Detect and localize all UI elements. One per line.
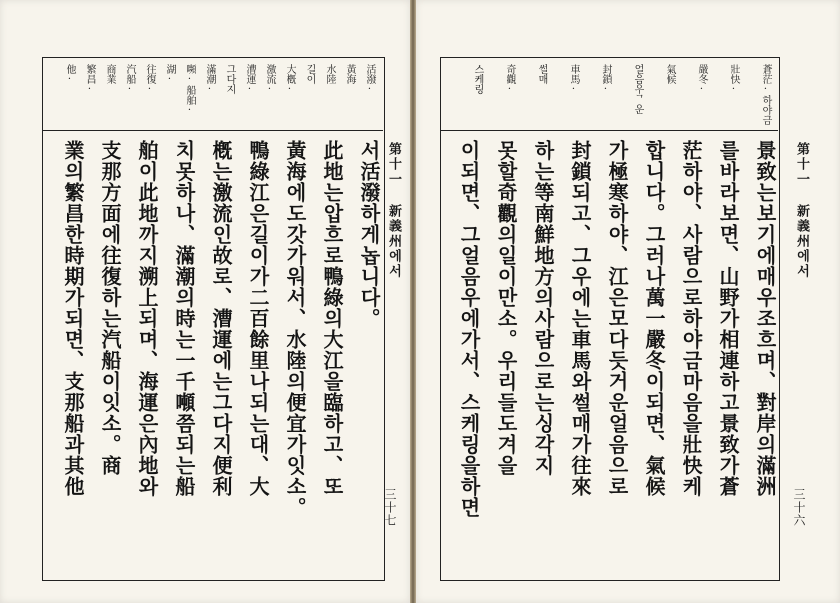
text-line: 槪는激流인故로、漕運에는그다지便利 [209, 140, 233, 497]
right-running-head: 第十一 新義州에서 [794, 142, 809, 279]
glossary-term: 氣候 [664, 64, 675, 84]
text-line: 합니다。그러나萬一嚴冬이되면、氣候 [642, 140, 666, 497]
text-line: 此地는압흐로鴨綠의大江을臨하고、또 [320, 140, 344, 497]
glossary-term: 汽船· [124, 64, 135, 95]
glossary-term: 激流· [264, 64, 275, 95]
glossary-term: 嚬·船舶· [184, 64, 195, 116]
left-running-head: 第十一 新義州에서 [386, 142, 401, 279]
glossary-term: 얼음우ᄀ운 [632, 64, 643, 114]
glossary-term: 繁昌· [84, 64, 95, 95]
text-line: 못할奇觀의일이만소。우리들도겨을 [494, 140, 518, 476]
text-line: 를바라보면、山野가相連하고景致가蒼 [716, 140, 740, 497]
glossary-term: 漕運· [244, 64, 255, 95]
glossary-term: 封鎖· [600, 64, 611, 95]
glossary-term: 大槪· [284, 64, 295, 95]
text-line: 서活潑하게놉니다。 [357, 140, 381, 329]
glossary-term: 湖· [164, 64, 175, 85]
text-line: 黃海에도갓가워서、水陸의便宜가잇소。 [283, 140, 307, 518]
glossary-term: 스케링 [472, 64, 483, 94]
text-line: 茫하야、사람으로하야금마음을壯快케 [679, 140, 703, 497]
glossary-term: 往復· [144, 64, 155, 95]
text-line: 業의繁昌한時期가되면、支那船과其他 [61, 140, 85, 497]
left-page-number: 三十七 [383, 488, 397, 527]
glossary-term: 그다지 [224, 64, 235, 94]
right-glossary-rule [440, 130, 778, 131]
text-line: 치못하나、滿潮의時는一千噸쯤되는船 [172, 140, 196, 497]
text-line: 封鎖되고、그우에는車馬와썰매가往來 [568, 140, 592, 497]
text-line: 鴨綠江은길이가二百餘里나되는대、大 [246, 140, 270, 497]
glossary-term: 壯快· [728, 64, 739, 95]
glossary-term: 奇觀· [504, 64, 515, 95]
text-line: 가極寒하야、江은모다듯거운얼음으로 [605, 140, 629, 497]
text-line: 支那方面에往復하는汽船이잇소。商 [98, 140, 122, 476]
glossary-term: 滿潮· [204, 64, 215, 95]
glossary-term: 蒼茫·하야금 [760, 64, 771, 125]
right-page-number: 三十六 [792, 488, 806, 527]
glossary-term: 他· [64, 64, 75, 85]
glossary-term: 車馬· [568, 64, 579, 95]
glossary-term: 商業 [104, 64, 115, 84]
glossary-term: 水陸 [324, 64, 335, 84]
glossary-term: 嚴冬· [696, 64, 707, 95]
text-line: 이되면、그얼음우에가서、스케링을하면 [457, 140, 481, 518]
glossary-term: 黃海 [344, 64, 355, 84]
left-glossary-rule [42, 130, 383, 131]
text-line: 景致는보기에매우조흐며、對岸의滿洲 [753, 140, 777, 497]
text-line: 舶이此地까지溯上되며、海運은內地와 [135, 140, 159, 497]
glossary-term: 길이 [304, 64, 315, 84]
text-line: 하는等南鮮地方의사람으로는싱각지 [531, 140, 555, 476]
glossary-term: 活潑· [364, 64, 375, 95]
glossary-term: 썰매 [536, 64, 547, 84]
